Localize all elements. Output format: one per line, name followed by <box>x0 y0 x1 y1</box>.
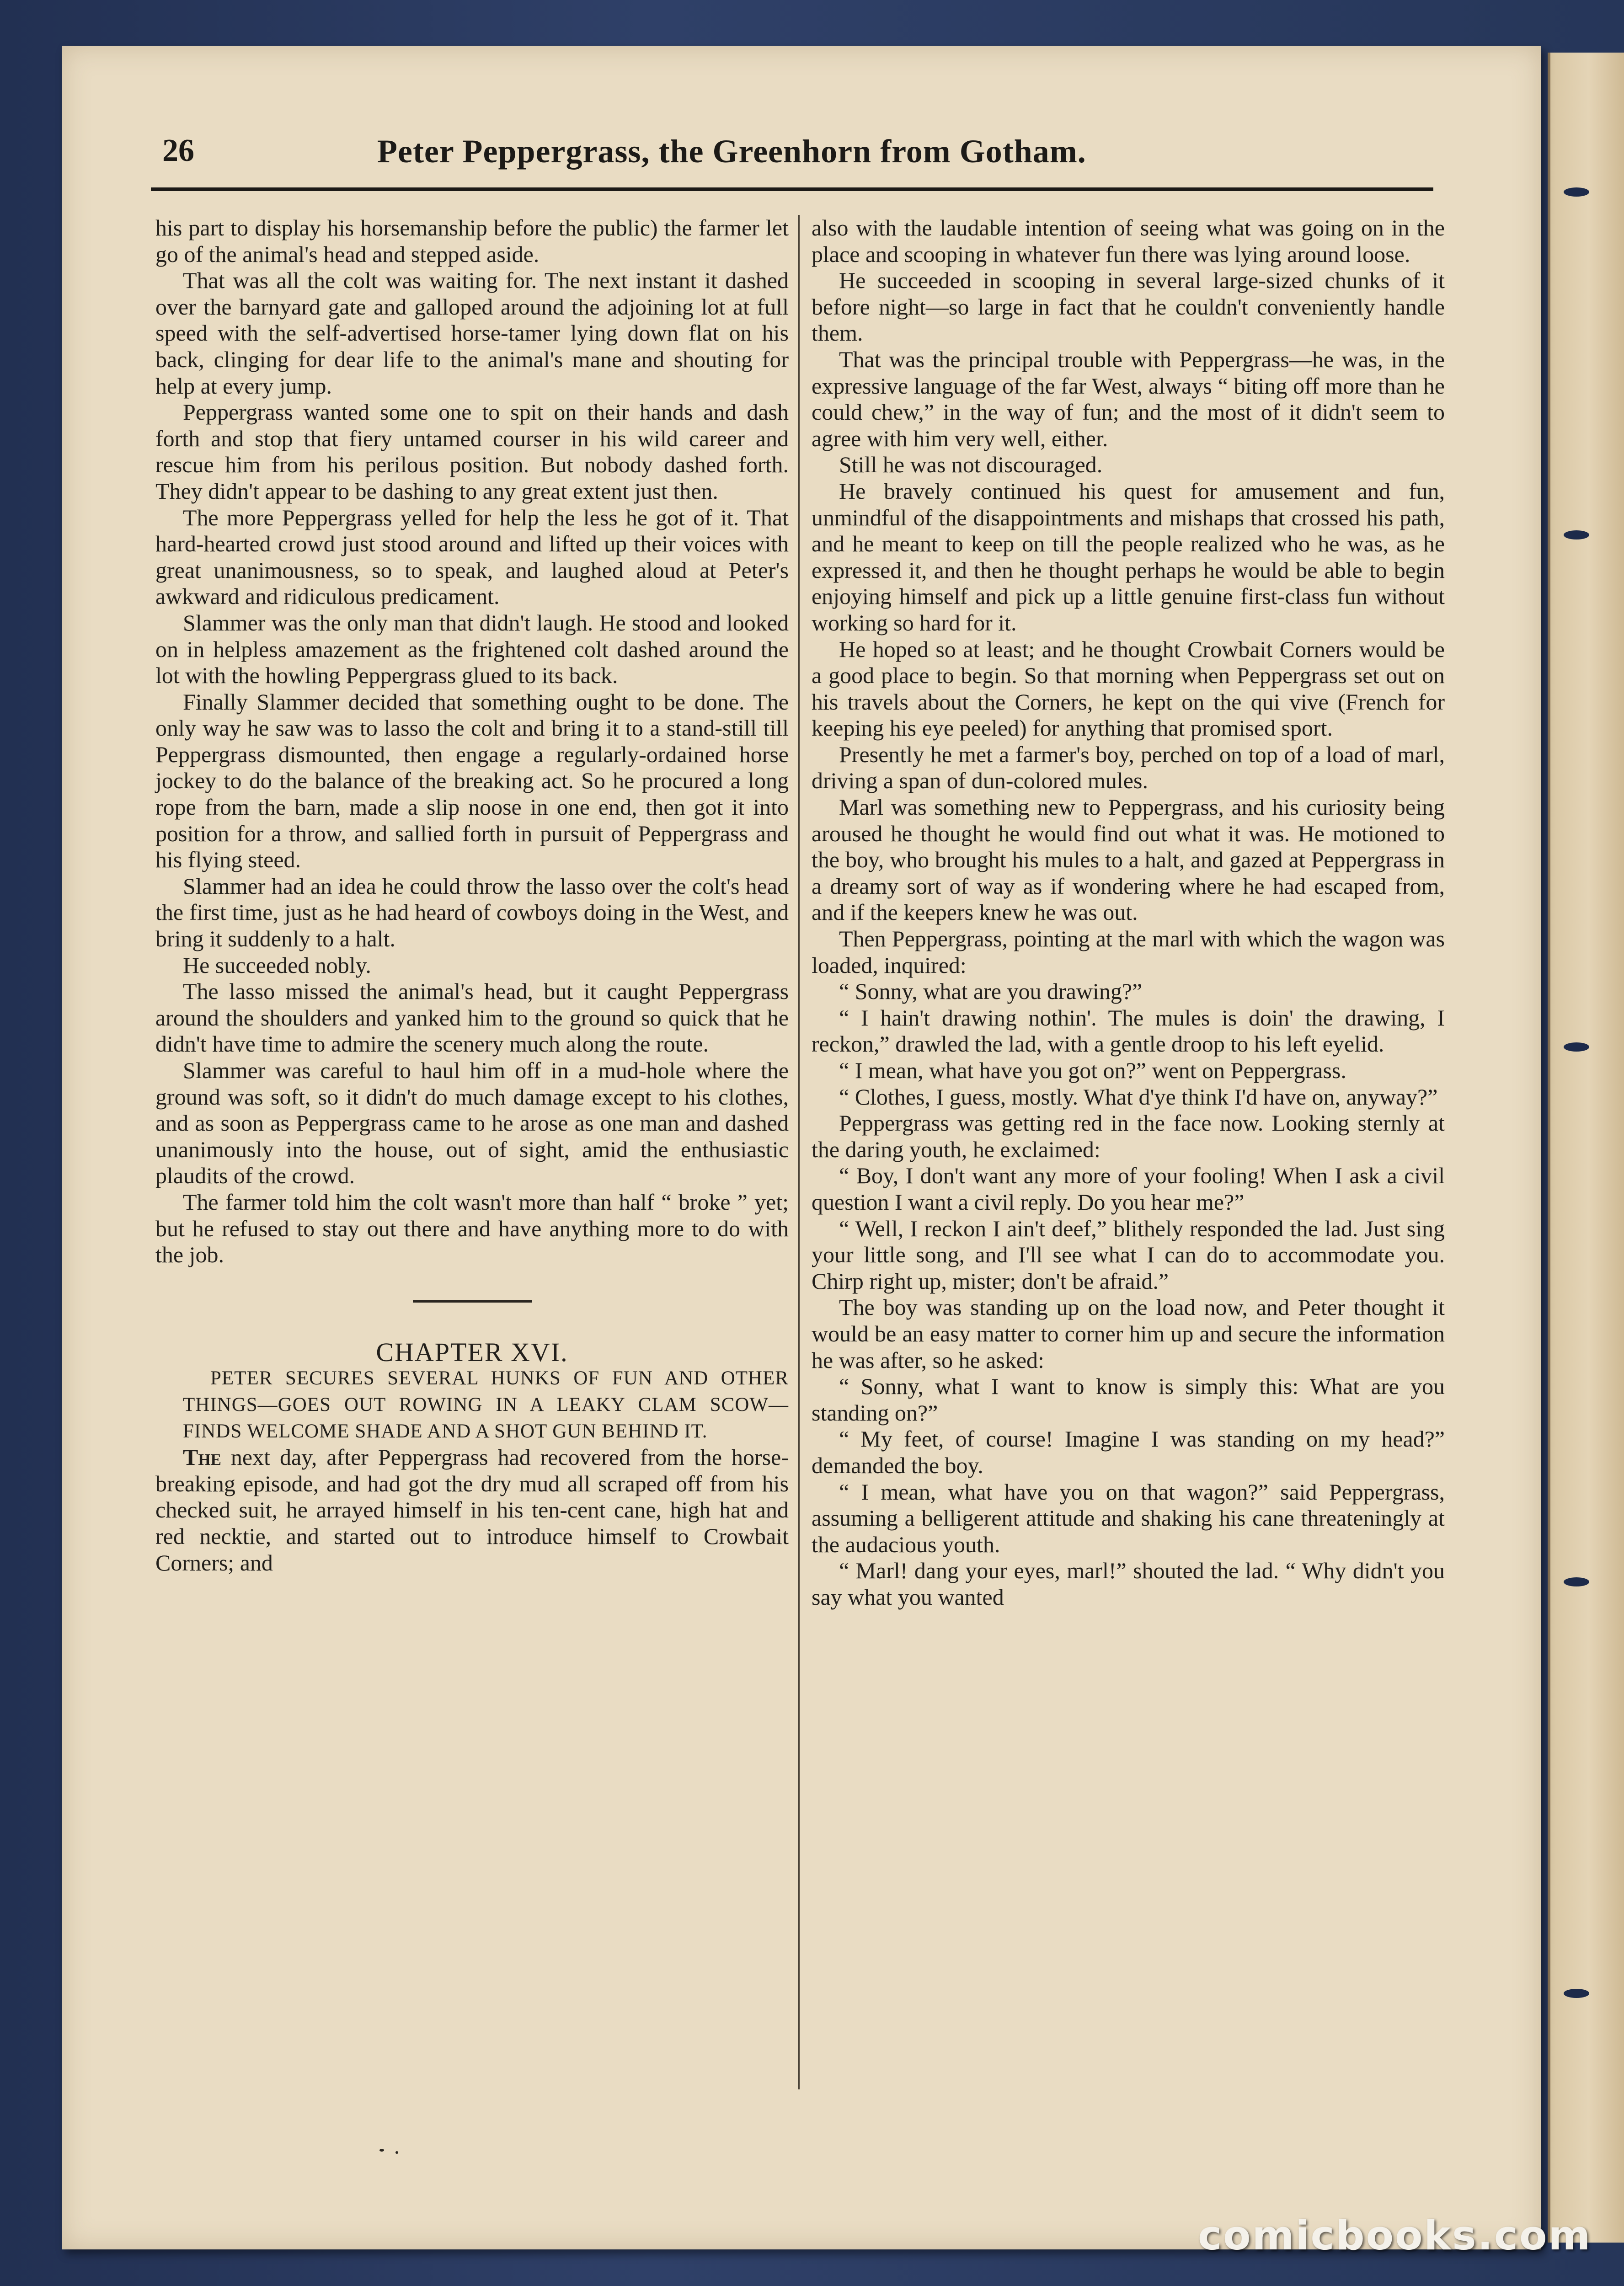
paragraph: That was all the colt was waiting for. The next instant it dashed over the barnyard gate and galloped around the adjoining lot at full speed with the self-advertised horse-tamer lying down flat on his back, clinging for dear life to the animal's mane and shouting for help at every jump. <box>155 267 789 399</box>
paragraph: Slammer had an idea he could throw the lasso over the colt's head the first time, just as he had heard of cowboys doing in the West, and bring it suddenly to a halt. <box>155 873 789 952</box>
paragraph: Then Peppergrass, pointing at the marl with which the wagon was loaded, inquired: <box>812 926 1445 978</box>
chapter-summary: PETER SECURES SEVERAL HUNKS OF FUN AND OTHER THINGS—GOES OUT ROWING IN A LEAKY CLAM SCOW—FINDS WELCOME SHADE AND A SHOT GUN BEHIND IT. <box>183 1367 789 1442</box>
column-divider <box>798 215 800 2089</box>
paragraph: Marl was something new to Peppergrass, and his curiosity being aroused he thought he would find out what it was. He motioned to the boy, who brought his mules to a halt, and gazed at Peppergrass in a dreamy sort of way as if wondering where he had escaped from, and if the keepers knew he was out. <box>812 794 1445 925</box>
paragraph: Presently he met a farmer's boy, perched on top of a load of marl, driving a span of dun-colored mules. <box>812 741 1445 794</box>
binding-staple-mark <box>1564 530 1589 539</box>
paragraph: “ Marl! dang your eyes, marl!” shouted the lad. “ Why didn't you say what you wanted <box>812 1558 1445 1610</box>
paragraph: “ Sonny, what are you drawing?” <box>839 978 1143 1004</box>
paragraph: also with the laudable intention of seeing what was going on in the place and scooping in whatever fun there was lying around loose. <box>812 215 1445 267</box>
watermark: comicbooks.com <box>1198 2212 1592 2259</box>
binding-staple-mark <box>1564 1042 1589 1052</box>
page-header <box>158 133 1433 187</box>
paragraph: The lasso missed the animal's head, but it caught Peppergrass around the shoulders and yanked him to the ground so quick that he didn't have time to admire the scenery much along the route. <box>155 978 789 1057</box>
paragraph: The farmer told him the colt wasn't more than half “ broke ” yet; but he refused to stay out there and have anything more to do with the job. <box>155 1189 789 1268</box>
paragraph: He succeeded in scooping in several large-sized chunks of it before night—so large in fact that he couldn't conveniently handle them. <box>812 267 1445 346</box>
paragraph: “ Sonny, what I want to know is simply this: What are you standing on?” <box>812 1373 1445 1426</box>
paragraph: “ I mean, what have you on that wagon?” said Peppergrass, assuming a belligerent attitude and shaking his cane threateningly at the audacious youth. <box>812 1479 1445 1557</box>
chapter-opening-text: next day, after Peppergrass had recovered from the horse-breaking episode, and had got the dry mud all scraped off from his checked suit, he arrayed himself in his ten-cent cane, high hat and red necktie, and started out to introduce himself to Crowbait Corners; and <box>155 1444 789 1576</box>
chapter-opening-paragraph <box>155 1444 789 1576</box>
ink-speck <box>395 2151 398 2154</box>
chapter-divider-rule <box>413 1300 532 1303</box>
adjacent-page-edge <box>1548 53 1624 2243</box>
paragraph: That was the principal trouble with Peppergrass—he was, in the expressive language of the far West, always “ biting off more than he could chew,” in the way of fun; and the most of it didn't seem to agree with him very well, either. <box>812 346 1445 451</box>
paragraph: “ Well, I reckon I ain't deef,” blithely responded the lad. Just sing your little song, and I'll see what I can do to accommodate you. Chirp right up, mister; don't be afraid.” <box>812 1215 1445 1294</box>
paragraph: his part to display his horsemanship before the public) the farmer let go of the animal's head and stepped aside. <box>155 215 789 267</box>
paragraph: The more Peppergrass yelled for help the less he got of it. That hard-hearted crowd just stood around and lifted up their voices with great unanimousness, so to speak, and laughed aloud at Peter's awkward and ridiculous predicament. <box>155 504 789 609</box>
paragraph: “ My feet, of course! Imagine I was standing on my head?” demanded the boy. <box>812 1426 1445 1478</box>
page-number: 26 <box>162 133 194 168</box>
right-column <box>812 215 1445 1610</box>
binding-staple-mark <box>1564 1989 1589 1998</box>
paragraph: “ I mean, what have you got on?” went on Peppergrass. <box>839 1058 1346 1083</box>
paragraph: He hoped so at least; and he thought Crowbait Corners would be a good place to begin. So that morning when Peppergrass set out on his travels about the Corners, he kept on the qui vive (French for keeping his eye peeled) for anything that promised sport. <box>812 636 1445 741</box>
paragraph: Peppergrass wanted some one to spit on their hands and dash forth and stop that fiery untamed courser in his wild career and rescue him from his perilous position. But nobody dashed forth. They didn't appear to be dashing to any great extent just then. <box>155 399 789 504</box>
running-title: Peter Peppergrass, the Greenhorn from Gotham. <box>377 133 1086 170</box>
paragraph: “ I hain't drawing nothin'. The mules is doin' the drawing, I reckon,” drawled the lad, with a gentle droop to his left eyelid. <box>812 1004 1445 1057</box>
paragraph: Slammer was careful to haul him off in a mud-hole where the ground was soft, so it didn't do much damage except to his clothes, and as soon as Peppergrass came to he arose as one man and dashed unanimously into the house, out of sight, amid the enthusiastic plaudits of the crowd. <box>155 1058 789 1189</box>
paragraph: He bravely continued his quest for amusement and fun, unmindful of the disappointments and mishaps that crossed his path, and he meant to keep on till the people realized who he was, as he expressed it, and then he thought perhaps he would be able to begin enjoying himself and pick up a little genuine first-class fun without working so hard for it. <box>812 478 1445 636</box>
paragraph: He succeeded nobly. <box>183 952 371 978</box>
chapter-heading: CHAPTER XVI. <box>376 1337 568 1367</box>
paragraph: Still he was not discouraged. <box>839 452 1103 478</box>
binding-staple-mark <box>1564 187 1589 197</box>
paragraph: “ Boy, I don't want any more of your fooling! When I ask a civil question I want a civil reply. Do you hear me?” <box>812 1163 1445 1215</box>
chapter-lead-word: The <box>183 1444 221 1470</box>
left-column <box>155 215 789 1576</box>
header-rule <box>151 187 1433 191</box>
binding-staple-mark <box>1564 1577 1589 1586</box>
paragraph: “ Clothes, I guess, mostly. What d'ye think I'd have on, anyway?” <box>839 1084 1438 1110</box>
ink-speck <box>379 2149 384 2152</box>
paragraph: Finally Slammer decided that something ought to be done. The only way he saw was to lasso the colt and bring it to a stand-still till Peppergrass dismounted, then engage a regularly-ordained horse jockey to do the balance of the breaking act. So he procured a long rope from the barn, made a slip noose in one end, then got it into position for a throw, and sallied forth in pursuit of Peppergrass and his flying steed. <box>155 689 789 873</box>
paragraph: Peppergrass was getting red in the face now. Looking sternly at the daring youth, he exclaimed: <box>812 1110 1445 1162</box>
paragraph: The boy was standing up on the load now, and Peter thought it would be an easy matter to corner him up and secure the information he was after, so he asked: <box>812 1294 1445 1373</box>
paragraph: Slammer was the only man that didn't laugh. He stood and looked on in helpless amazement as the frightened colt dashed around the lot with the howling Peppergrass glued to its back. <box>155 609 789 689</box>
